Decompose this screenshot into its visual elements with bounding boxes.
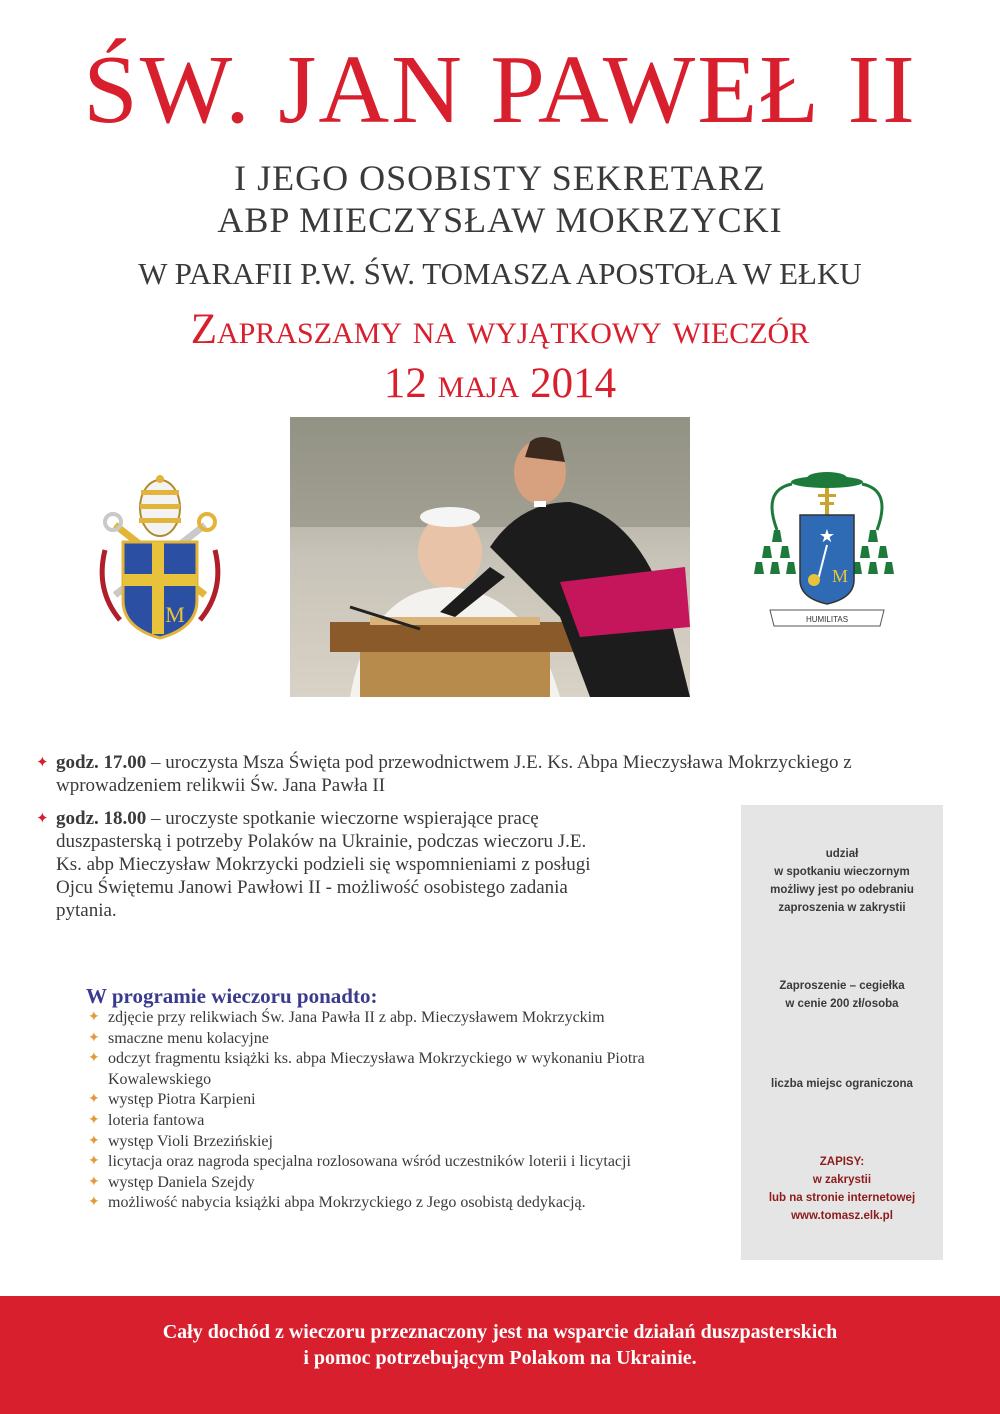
star-bullet-icon: ✦	[88, 1174, 100, 1190]
papal-coat-of-arms-icon	[85, 470, 235, 645]
info-sidebox	[741, 805, 943, 1260]
photo-pope-and-secretary	[290, 417, 690, 697]
event-date: 12 maja 2014	[383, 360, 617, 407]
star-bullet-icon: ✦	[88, 1092, 100, 1108]
list-item: ✦ zdjęcie przy relikwiach Św. Jana Pawła II z abp. Mieczysławem Mokrzyckim	[88, 1008, 708, 1029]
star-bullet-icon: ✦	[88, 1154, 100, 1170]
list-item: ✦ możliwość nabycia książki abpa Mokrzyckiego z Jego osobistą dedykacją.	[88, 1193, 708, 1214]
parish-line: W PARAFII P.W. ŚW. TOMASZA APOSTOŁA W EŁKU	[138, 256, 862, 291]
signup-note: ZAPISY: w zakrystii lub na stronie internetowej www.tomasz.elk.pl	[741, 1153, 943, 1225]
footer-line-1: Cały dochód z wieczoru przeznaczony jest na wsparcie działań duszpasterskich	[162, 1321, 838, 1343]
extras-heading: W programie wieczoru ponadto:	[86, 984, 378, 1008]
star-bullet-icon: ✦	[88, 1030, 100, 1046]
star-bullet-icon: ✦	[36, 811, 49, 827]
footer-line-2: i pomoc potrzebującym Polakom na Ukrainie.	[303, 1347, 697, 1369]
star-bullet-icon: ✦	[88, 1051, 100, 1067]
price-note: Zaproszenie – cegiełka w cenie 200 zł/osoba	[779, 980, 905, 1010]
program-item-mass	[36, 751, 976, 799]
participation-note: udział w spotkaniu wieczornym możliwy jest po odebraniu zaproszenia w zakrystii	[770, 848, 914, 914]
list-item: ✦ występ Daniela Szejdy	[88, 1173, 708, 1194]
star-bullet-icon: ✦	[88, 1010, 100, 1025]
star-bullet-icon: ✦	[88, 1112, 100, 1128]
program-description: – uroczyste spotkanie wieczorne wspierające pracę duszpasterską i potrzeby Polaków na Ukrainie, podczas wieczoru J.E. Ks. abp Mieczysław Mokrzycki podzieli się wspomnieniami z posługi Ojcu Świętemu Janowi Pawłowi II - możliwość osobistego zadania pytania.	[56, 808, 591, 921]
limited-seats-note: liczba miejsc ograniczona	[771, 1078, 913, 1090]
star-bullet-icon: ✦	[88, 1133, 100, 1149]
list-item: ✦ loteria fantowa	[88, 1111, 708, 1132]
program-time: godz. 18.00	[56, 808, 147, 829]
list-item: ✦ występ Violi Brzezińskiej	[88, 1132, 708, 1153]
program-time: godz. 17.00	[56, 752, 147, 773]
subtitle-line-1: I JEGO OSOBISTY SEKRETARZ	[234, 158, 766, 198]
footer-banner	[0, 1296, 1000, 1414]
poster-title: ŚW. JAN PAWEŁ II	[83, 36, 917, 144]
star-bullet-icon: ✦	[36, 755, 49, 771]
list-item: ✦ występ Piotra Karpieni	[88, 1090, 708, 1111]
program-description: – uroczysta Msza Święta pod przewodnictwem J.E. Ks. Abpa Mieczysława Mokrzyckiego z wprowadzeniem relikwii Św. Jana Pawła II	[56, 752, 852, 796]
svg-text:M: M	[831, 566, 849, 586]
list-item: ✦ licytacja oraz nagroda specjalna rozlosowana wśród uczestników loterii i licytacji	[88, 1152, 708, 1173]
website-link[interactable]: www.tomasz.elk.pl	[791, 1210, 893, 1222]
star-bullet-icon: ✦	[88, 1195, 100, 1211]
subtitle-line-2: ABP MIECZYSŁAW MOKRZYCKI	[217, 200, 783, 240]
invitation-heading: Zapraszamy na wyjątkowy wieczór	[190, 306, 810, 353]
program-item-evening	[36, 807, 616, 932]
motto-text: HUMILITAS	[805, 615, 849, 624]
svg-text:M: M	[165, 602, 185, 627]
bishop-coat-of-arms-icon	[752, 470, 902, 635]
list-item: ✦ smaczne menu kolacyjne	[88, 1029, 708, 1050]
list-item: ✦ odczyt fragmentu książki ks. abpa Mieczysława Mokrzyckiego w wykonaniu Piotra Kowalewskiego	[88, 1050, 645, 1088]
svg-text:★: ★	[818, 526, 836, 547]
extras-list	[88, 1008, 708, 1214]
